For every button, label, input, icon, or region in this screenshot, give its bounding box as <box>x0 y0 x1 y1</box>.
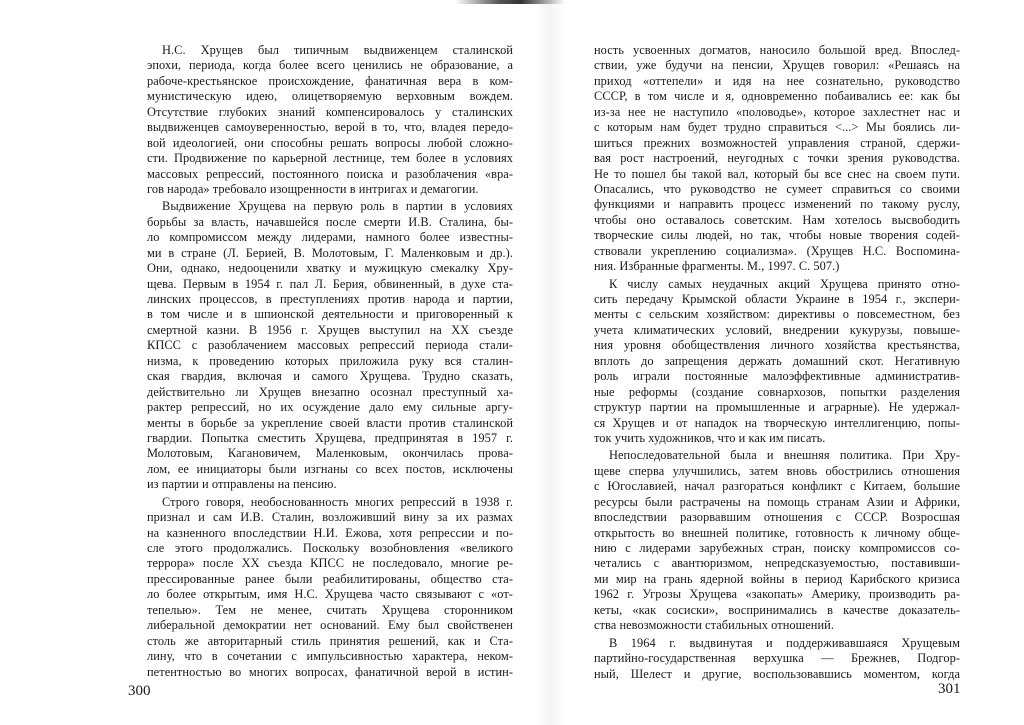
text-line: ствии, уже будучи на пенсии, Хрущев говорил: «Решаясь на <box>594 58 960 73</box>
text-line: Не то пошел бы такой вал, который бы все снес на своем пути. <box>594 166 960 181</box>
text-line: приход «оттепели» и идя на нее сознательно, руководство <box>594 73 960 88</box>
text-line: ток учить художников, что и как им писать. <box>594 430 826 445</box>
text-line: открытость во внешней политике, готовность к личному обще- <box>594 525 960 540</box>
text-line: творческие силы людей, но так, чтобы новые творения содей- <box>594 228 960 243</box>
text-line: Молотовым, Кагановичем, Маленковым, окончилась провa- <box>147 446 513 461</box>
text-line: чтобы оно оставалось советским. Нам хотелось высвободить <box>594 212 960 227</box>
text-line: ми в стране (Л. Берией, В. Молотовым, Г. Маленковым и др.). <box>147 245 513 260</box>
text-line: впоследствии разорвавшим отношения с СССР. Возросшая <box>594 510 960 525</box>
text-line: нию с лидерами зарубежных стран, поиску компромиссов со- <box>594 541 960 555</box>
text-line: на казненного впоследствии Н.И. Ежова, хотя репрессии и по- <box>147 525 513 540</box>
text-line: массовых репрессий, постоянного поиска и разоблачения «вра- <box>147 166 513 181</box>
text-line: Выдвижение Хрущева на первую роль в партии в условиях <box>162 199 513 214</box>
text-line: ния уровня обобществления личного хозяйства крестьянства, <box>594 338 960 353</box>
text-line: ская гвардия, включая и самого Хрущева. Трудно сказать, <box>147 369 513 384</box>
text-line: партийно-государственная верхушка — Брежнев, Подгор- <box>594 651 960 666</box>
text-line: функциями и направить процесс изменений по такому руслу, <box>594 197 960 212</box>
text-line: сить передачу Крымской области Украине в 1954 г., экспери- <box>594 292 960 306</box>
text-line: ствовали укреплению социализма». (Хрущев Н.С. Воспомина- <box>594 243 960 258</box>
text-line: прессированные ранее были реабилитированы, общество ста- <box>147 571 513 586</box>
text-line: ми мир на грань ядерной войны в период Карибского кризиса <box>594 571 960 586</box>
text-line: Строго говоря, необоснованность многих репрессий в 1938 г. <box>162 494 513 509</box>
text-line: ло более открытым, имя Н.С. Хрущева часто связывают с «от- <box>147 587 513 602</box>
text-line: ства невозможности стабильных отношений. <box>594 618 834 633</box>
text-line: К числу самых неудачных акций Хрущева принято отно- <box>609 276 960 291</box>
text-line: ло компромиссом между лидерами, намного более известны- <box>147 230 513 245</box>
text-line: 1962 г. Угрозы Хрущева «закопать» Америку, производить ра- <box>594 587 960 602</box>
text-line: петентностью во многих вопросах, фанатичной верой в истин- <box>147 664 513 679</box>
text-line: Они, однако, недооценили хватку и мужицкую смекалку Хру- <box>147 261 513 276</box>
text-line: щева. Первым в 1954 г. пал Л. Берия, обвиненный, в духе ста- <box>147 276 513 291</box>
text-line: гвардии. Попытка сместить Хрущева, предпринятая в 1957 г. <box>147 430 513 445</box>
text-line: признал и сам И.В. Сталин, возложивший вину за их размах <box>147 510 513 525</box>
book-gutter <box>535 0 565 725</box>
text-line: ния. Избранные фрагменты. М., 1997. С. 507.) <box>594 259 840 274</box>
text-line: борьбы за власть, начавшейся после смерти И.В. Сталина, бы- <box>147 214 513 229</box>
text-line: рактер репрессий, но их осуждение дало ему сильные аргу- <box>147 400 513 415</box>
text-line: менты в борьбе за укрепление своей власти против сталинской <box>147 415 513 430</box>
left-page-text <box>147 43 513 680</box>
text-line: КПСС с разоблачением массовых репрессий периода стали- <box>147 338 513 353</box>
text-line: рабоче-крестьянское происхождение, фанатичная вера в ком- <box>147 73 513 88</box>
text-line: тепелью». Тем не менее, считать Хрущева сторонником <box>147 602 513 617</box>
text-line: четались с авантюризмом, непредсказуемостью, поставивши- <box>594 556 960 571</box>
text-line: ся Хрущев и от нападок на творческую интеллигенцию, попы- <box>594 415 960 430</box>
text-line: в том числе и в шпионской деятельности и приговоренный к <box>147 307 513 322</box>
text-line: с которым нам будет трудно справиться <...> Мы боялись ли- <box>594 120 960 135</box>
text-line: структур партии на промышленные и аграрные). Не удержал- <box>594 400 960 415</box>
text-line: террора» после XX съезда КПСС не последовало, многие ре- <box>147 556 513 571</box>
text-line: Опасались, что руководство не сумеет справиться со своими <box>594 181 960 196</box>
text-line: вплоть до запрещения держать домашний скот. Негативную <box>594 353 960 368</box>
text-line: лину, что в сочетании с импульсивностью характера, неком- <box>147 649 513 664</box>
text-line: щеве сперва улучшились, затем вновь обострились отношения <box>594 463 960 478</box>
text-line: лом, ее инициаторы были изгнаны со всех постов, исключены <box>147 461 513 476</box>
text-line: вой идеологией, они способны решать вопросы любой сложно- <box>147 135 513 150</box>
text-line: СССР, в том числе и я, одновременно побаивались ее: как бы <box>594 89 960 104</box>
text-line: столь же авторитарный стиль принятия решений, как и Ста- <box>147 633 513 648</box>
text-line: мунистическую идею, олицетворяемую верховным вождем. <box>147 89 513 104</box>
text-line: ность усвоенных догматов, наносило большой вред. Впослед- <box>594 43 960 57</box>
text-line: вая рост настроений, неугодных с точки зрения руководства. <box>594 151 960 166</box>
text-line: с Югославией, начал разгораться конфликт с Китаем, большие <box>594 479 960 494</box>
text-line: гов народа» требовало изощренности в интригах и демагогии. <box>147 181 479 196</box>
text-line: из партии и отправлены на пенсию. <box>147 477 337 492</box>
text-line: линских процессов, в преступлениях против народа и партии, <box>147 292 513 306</box>
text-line: Отсутствие глубоких знаний компенсировалось у сталинских <box>147 104 513 119</box>
text-line: сле этого продолжались. Поскольку возобновления «великого <box>147 541 513 555</box>
text-line: кеты, «как сосиски», воспринимались в качестве доказатель- <box>594 602 960 617</box>
text-line: низма, к проведению которых приложила руку вся сталин- <box>147 353 513 368</box>
scan-smudge <box>455 0 565 4</box>
text-line: действительно ли Хрущев внезапно осознал преступный ха- <box>147 384 513 399</box>
text-line: менты с сельским хозяйством: директивы о повсеместном, без <box>594 307 960 322</box>
page-number-left: 300 <box>128 683 151 699</box>
text-line: ные реформы (создание совнархозов, попытки разделения <box>594 384 960 399</box>
text-line: ресурсы были растрачены на помощь странам Азии и Африки, <box>594 494 960 509</box>
text-line: учета климатических условий, внедрении кукурузы, повыше- <box>594 322 960 337</box>
text-line: сти. Продвижение по карьерной лестнице, тем более в условиях <box>147 151 513 166</box>
text-line: шиться прежних возможностей управления страной, сдержи- <box>594 135 960 150</box>
text-line: либеральной демократии нет оснований. Ему был свойственен <box>147 618 513 633</box>
text-line: роль играли постоянные малоэффективные административ- <box>594 369 960 384</box>
text-line: эпохи, периода, когда более всего ценились не образование, а <box>147 58 513 73</box>
text-line: В 1964 г. выдвинутая и поддерживавшаяся Хрущевым <box>609 635 960 650</box>
text-line: Непоследовательной была и внешняя политика. При Хру- <box>609 448 960 463</box>
text-line: смертной казни. В 1956 г. Хрущев выступил на XX съезде <box>147 322 513 337</box>
text-line: выдвиженцев самоуверенностью, верой в то, что, владея передо- <box>147 120 513 135</box>
text-line: ный, Шелест и другие, воспользовавшись моментом, когда <box>594 666 960 681</box>
text-line: Н.С. Хрущев был типичным выдвиженцем сталинской <box>162 43 513 57</box>
text-line: из-за нее не наступило «половодье», которое захлестнет нас и <box>594 104 960 119</box>
page-number-right: 301 <box>938 681 961 697</box>
right-page-text <box>594 43 960 682</box>
